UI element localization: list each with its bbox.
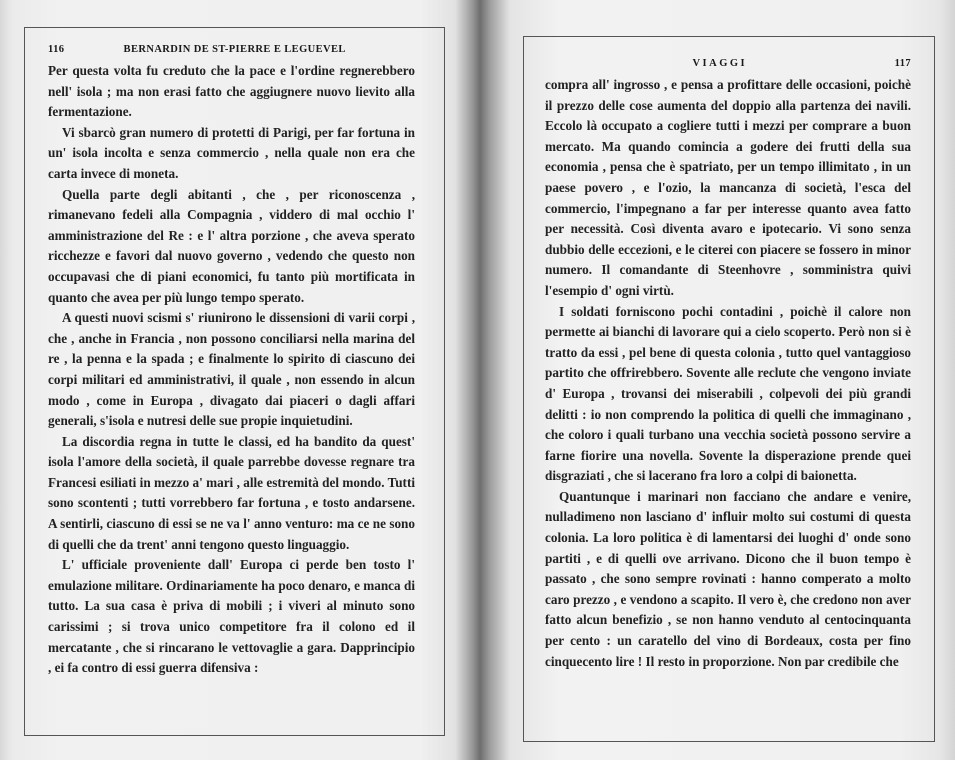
right-running-head xyxy=(545,58,911,72)
left-paragraph-2: Vi sbarcò gran numero di protetti di Parigi, per far fortuna in un' isola incolta e senza commercio , nella quale non era che carta invece di moneta. xyxy=(48,124,415,181)
right-paragraph-3: Quantunque i marinari non facciano che andare e venire, nulladimeno non lasciano d' influir molto sui costumi di questa colonia. La loro politica è di lamentarsi dei luoghi d' onde sono partiti , e di quelli ove arrivano. Dicono che il buon tempo è passato , che sono sempre rovinati : hanno comperato a molto caro prezzo , e vendono a scapito. Il vero è, che credono non aver fatto alcun benefizio , se non hanno venduto al centocinquanta per cento : un caratello del vino di Bordeaux, costa per fino cinquecento lire ! Il resto in proporzione. Non par credibile che xyxy=(545,488,911,669)
left-paragraph-6: L' ufficiale proveniente dall' Europa ci perde ben tosto l' emulazione militare. Ordinariamente ha poco denaro, e manca di tutto. La sua casa è priva di mobili ; i viveri al minuto sono carissimi ; si trova unico competitore fra il colono ed il mercatante , che si rincarano le vettovaglie a gara. Dapprincipio , ei fa contro di essi guerra difensiva : xyxy=(48,557,415,676)
right-page-number: 117 xyxy=(894,58,911,69)
right-running-title: VIAGGI xyxy=(692,58,748,69)
left-running-title: BERNARDIN DE ST-PIERRE E LEGUEVEL xyxy=(123,44,346,55)
left-paragraph-1: Per questa volta fu creduto che la pace e l'ordine regnerebbero nell' isola ; ma non erasi fatto che aggiugnere nuovo lievito alla fermentazione. xyxy=(48,63,415,120)
left-paragraph-3: Quella parte degli abitanti , che , per riconoscenza , rimanevano fedeli alla Compagnia , viddero di mal occhio l' amministrazione del Re : e l' altra porzione , che aveva sperato ricchezze e favori dal nuovo governo , vedendo che questo non occupavasi che di piani economici, fu tanto più mortificata in quanto che avea per più lungo tempo sperato. xyxy=(48,186,415,305)
left-page-number: 116 xyxy=(48,44,65,55)
right-paragraph-2: I soldati forniscono pochi contadini , poichè il calore non permette ai bianchi di lavorare qui a cielo scoperto. Però non si è tratto da essi , pel bene di questa colonia , tutto quel vantaggioso partito che offrirebbero. Sovente alle reclute che vengono inviate d' Europa , trovansi dei miserabili , colpevoli dei più grandi delitti : io non comprendo la politica di quelli che immaginano , che coloro i quali turbano una vecchia società possono servire a farne fiorire una novella. Sovente la disperazione prende quei disgraziati , che si lacerano fra loro a colpi di baionetta. xyxy=(545,303,911,484)
left-running-head xyxy=(48,44,415,58)
left-paragraph-4: A questi nuovi scismi s' riunirono le dissensioni di varii corpi , che , anche in Francia , non possono conciliarsi nella marina del re , la penna e la spada ; e finalmente lo spirito di ciascuno dei corpi militari ed amministrativi, il quale , non essendo in alcun modo , come in Europa , divagato dai piaceri o dagli affari generali, s'isola e nutresi delle sue propie inquietudini. xyxy=(48,310,415,429)
right-page xyxy=(545,58,911,672)
right-paragraph-1: compra all' ingrosso , e pensa a profittare delle occasioni, poichè il prezzo delle cose aumenta del doppio alla partenza dei navili. Eccolo là occupato a cogliere tutti i mezzi per comprare a buon mercato. Ma quando comincia a godere dei frutti della sua economia , pensa che è spatriato, per un tempo illimitato , in un paese povero , e l'ozio, la mancanza di società, l'esca del commercio, l'impegnano a far per interesse quanto avea fatto per necessità. Così diventa avaro e ipotecario. Vi sono senza dubbio delle eccezioni, e le citerei con piacere se fossero in minor numero. Il comandante di Steenhovre , somministra quivi l'esempio d' ogni virtù. xyxy=(545,77,911,298)
left-page xyxy=(48,44,415,679)
left-paragraph-5: La discordia regna in tutte le classi, ed ha bandito da quest' isola l'amore della società, il quale parrebbe dovesse regnare tra Francesi esiliati in mezzo a' mari , alle estremità del mondo. Tutti sono scontenti ; tutti vorrebbero far fortuna , e tosto andarsene. A sentirli, ciascuno di essi se ne va l' anno venturo: ma ce ne sono di quelli che da trent' anni tengono questo linguaggio. xyxy=(48,433,415,552)
